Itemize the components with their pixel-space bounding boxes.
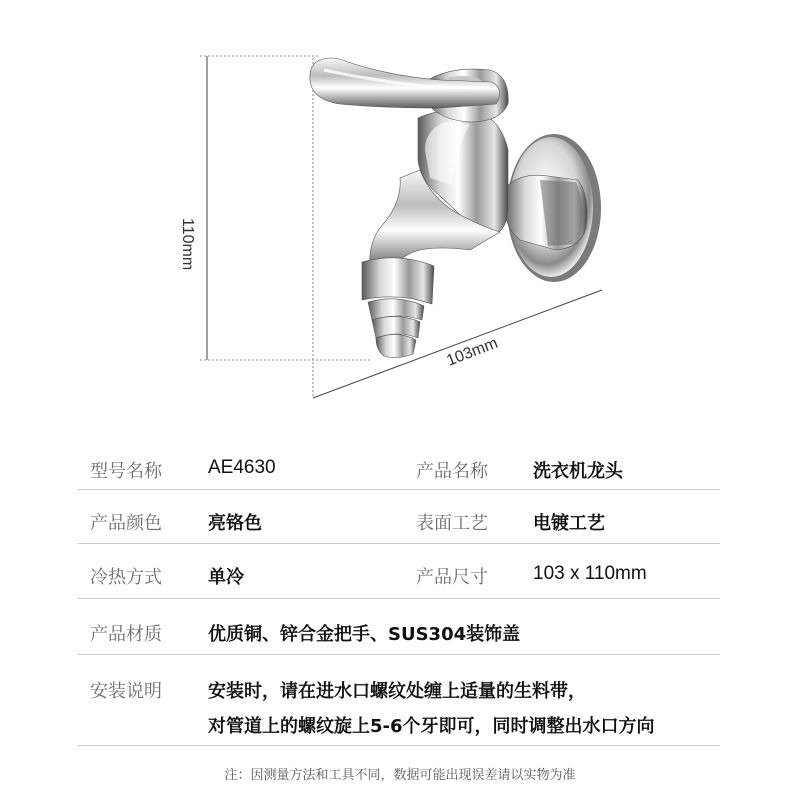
material-label: 产品材质 [90,624,162,645]
color-label: 产品颜色 [90,513,162,534]
install-text-line1: 安装时，请在进水口螺纹处缠上适量的生料带， [208,681,586,702]
install-label: 安装说明 [90,681,162,702]
material-value: 优质铜、锌合金把手、SUS304装饰盖 [208,624,521,645]
install-text-line2: 对管道上的螺纹旋上5-6个牙即可，同时调整出水口方向 [208,716,655,737]
spec-row-material [78,599,720,655]
faucet-image [310,58,601,358]
temp-value: 单冷 [208,567,244,588]
lever-handle [310,58,500,108]
width-label: 103mm [444,334,501,370]
product-name-label: 产品名称 [416,461,488,482]
size-label: 产品尺寸 [416,567,488,588]
spec-table [78,438,720,746]
footnote: 注：因测量方法和工具不同，数据可能出现误差请以实物为准 [224,768,576,783]
finish-label: 表面工艺 [416,513,488,534]
spec-row-temp [78,544,720,599]
product-name-value: 洗衣机龙头 [533,461,623,482]
spec-row-install [78,655,720,746]
height-label: 110mm [179,218,196,271]
model-label: 型号名称 [90,461,162,482]
model-value: AE4630 [208,457,276,478]
size-value: 103 x 110mm [533,563,647,584]
spec-row-model [78,438,720,490]
finish-value: 电镀工艺 [533,513,605,534]
spec-row-color [78,490,720,544]
color-value: 亮铬色 [208,513,262,534]
temp-label: 冷热方式 [90,567,162,588]
